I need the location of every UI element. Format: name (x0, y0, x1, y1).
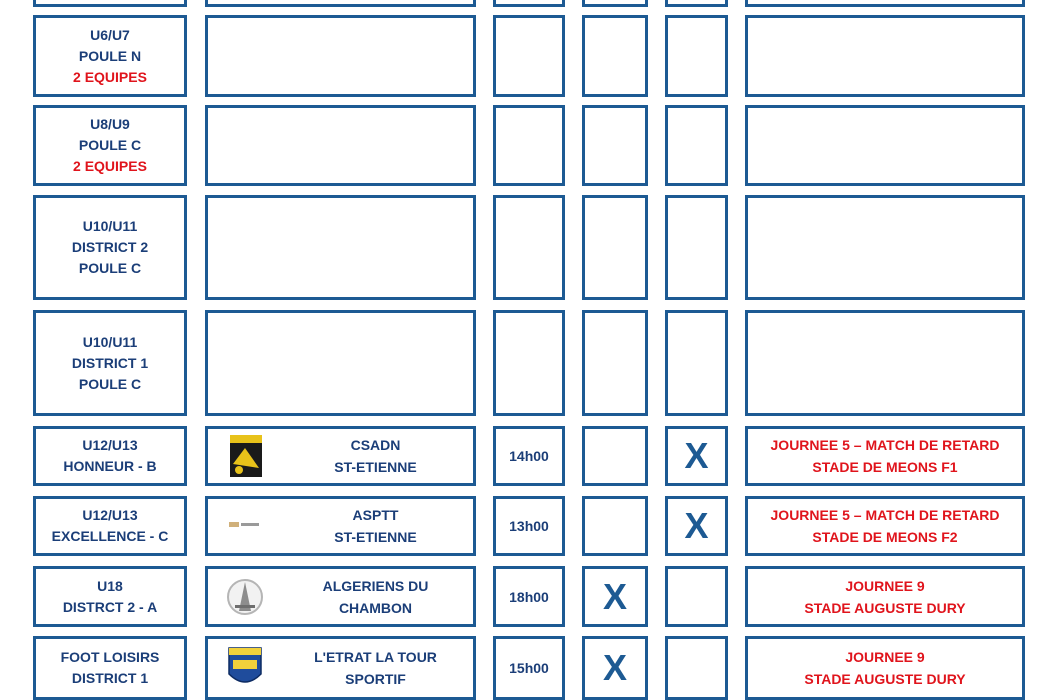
partial-cell-col-2 (493, 0, 565, 7)
category-line: POULE C (78, 375, 142, 392)
opponent-name-line: ST-ETIENNE (334, 529, 417, 545)
opponent-name-line: ST-ETIENNE (334, 459, 417, 475)
partial-cell-col-4 (665, 0, 728, 7)
category-cell (33, 195, 187, 300)
match-info-cell (745, 496, 1025, 556)
csadn-crest-logo (227, 434, 263, 478)
match-info-cell (745, 636, 1025, 700)
home-mark-cell (582, 426, 648, 486)
away-mark-cell (665, 195, 728, 300)
club-logo (227, 575, 263, 619)
club-logo (227, 646, 263, 690)
home-mark-cell (582, 636, 648, 700)
opponent-name-line: L'ETRAT LA TOUR (314, 649, 437, 665)
category-cell (33, 105, 187, 186)
home-x-mark: X (602, 647, 627, 688)
kickoff-time-cell (493, 105, 565, 186)
kickoff-time-cell (493, 195, 565, 300)
home-mark-cell (582, 195, 648, 300)
away-mark-cell (665, 496, 728, 556)
away-mark-cell (665, 426, 728, 486)
match-info-cell (745, 195, 1025, 300)
teams-count-note: 2 EQUIPES (73, 158, 147, 174)
club-logo (227, 434, 263, 478)
opponent-cell (205, 566, 476, 627)
category-line: DISTRCT 2 - A (62, 598, 158, 615)
category-line: U18 (97, 577, 123, 594)
category-cell (33, 566, 187, 627)
away-mark-cell (665, 105, 728, 186)
opponent-name-line: ALGERIENS DU (322, 577, 429, 594)
partial-cell-col-1 (205, 0, 476, 7)
category-line: HONNEUR - B (63, 458, 157, 474)
match-info-line: JOURNEE 5 – MATCH DE RETARD (770, 437, 1000, 453)
away-mark-cell (665, 15, 728, 97)
opponent-name (278, 639, 473, 697)
away-mark-cell (665, 636, 728, 700)
match-info-line: JOURNEE 9 (845, 577, 925, 594)
opponent-cell (205, 496, 476, 556)
home-mark-cell (582, 566, 648, 627)
category-line: DISTRICT 2 (71, 239, 149, 255)
away-x-mark: X (684, 505, 709, 546)
category-cell (33, 636, 187, 700)
teams-count-note: 2 EQUIPES (73, 68, 147, 85)
opponent-cell (205, 310, 476, 416)
match-info-line: JOURNEE 5 – MATCH DE RETARD (770, 507, 1000, 523)
match-info-line: STADE DE MEONS F1 (812, 459, 958, 475)
home-mark-cell (582, 15, 648, 97)
home-mark-cell (582, 496, 648, 556)
kickoff-time: 13h00 (509, 518, 549, 534)
kickoff-time-cell (493, 310, 565, 416)
kickoff-time: 18h00 (509, 588, 549, 605)
match-info-cell (745, 105, 1025, 186)
category-line: DISTRICT 1 (71, 670, 149, 686)
category-cell (33, 15, 187, 97)
opponent-name-line: CHAMBON (338, 599, 413, 616)
category-line: U10/U11 (82, 333, 138, 350)
opponent-cell (205, 426, 476, 486)
asptt-crest-logo (227, 504, 263, 548)
category-line: EXCELLENCE - C (51, 528, 169, 544)
category-line: U6/U7 (90, 26, 130, 43)
club-logo (227, 504, 263, 548)
opponent-name (278, 569, 473, 624)
match-info-cell (745, 15, 1025, 97)
home-mark-cell (582, 105, 648, 186)
partial-cell-col-5 (745, 0, 1025, 7)
away-x-mark: X (684, 435, 709, 476)
match-info-cell (745, 310, 1025, 416)
kickoff-time-cell (493, 636, 565, 700)
opponent-cell (205, 105, 476, 186)
opponent-name (278, 499, 473, 553)
category-line: POULE C (78, 137, 142, 153)
kickoff-time-cell (493, 426, 565, 486)
match-info-cell (745, 566, 1025, 627)
kickoff-time-cell (493, 15, 565, 97)
category-line: U12/U13 (82, 437, 138, 453)
etrat-crest-logo (227, 646, 263, 690)
category-line: U12/U13 (82, 507, 138, 523)
category-line: POULE C (78, 260, 142, 276)
category-line: DISTRICT 1 (71, 354, 149, 371)
category-line: U8/U9 (90, 116, 130, 132)
opponent-name-line: CSADN (350, 437, 401, 453)
kickoff-time-cell (493, 566, 565, 627)
match-info-line: STADE AUGUSTE DURY (804, 599, 966, 616)
kickoff-time: 15h00 (509, 660, 549, 676)
category-line: FOOT LOISIRS (60, 649, 160, 665)
away-mark-cell (665, 566, 728, 627)
kickoff-time: 14h00 (509, 448, 549, 464)
category-line: U10/U11 (82, 218, 138, 234)
opponent-name-line: SPORTIF (345, 671, 406, 687)
category-line: POULE N (78, 47, 142, 64)
home-mark-cell (582, 310, 648, 416)
away-mark-cell (665, 310, 728, 416)
partial-cell-col-0 (33, 0, 187, 7)
category-cell (33, 310, 187, 416)
category-cell (33, 496, 187, 556)
match-info-line: STADE AUGUSTE DURY (804, 671, 966, 687)
opponent-name-line: ASPTT (352, 507, 399, 523)
kickoff-time-cell (493, 496, 565, 556)
opponent-cell (205, 195, 476, 300)
match-info-cell (745, 426, 1025, 486)
partial-cell-col-3 (582, 0, 648, 7)
home-x-mark: X (602, 575, 627, 617)
match-info-line: STADE DE MEONS F2 (812, 529, 958, 545)
opponent-cell (205, 636, 476, 700)
category-cell (33, 426, 187, 486)
match-info-line: JOURNEE 9 (845, 649, 925, 665)
algeriens-crest-logo (227, 575, 263, 619)
opponent-name (278, 429, 473, 483)
opponent-cell (205, 15, 476, 97)
